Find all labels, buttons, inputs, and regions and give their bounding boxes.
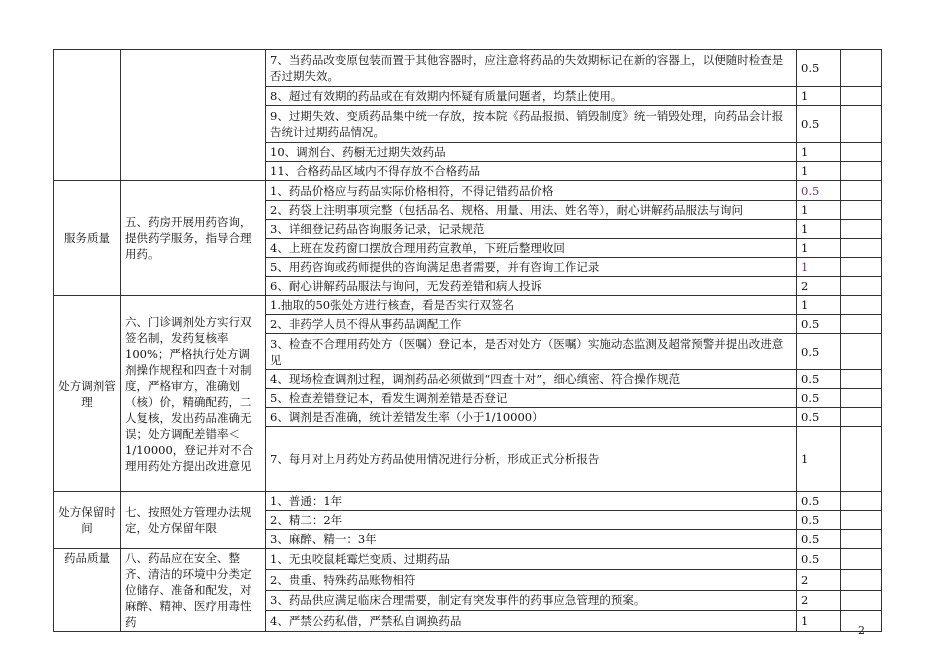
criteria-item: 6、调剂是否准确，统计差错发生率（小于1/10000） [266,408,797,427]
criteria-item: 6、耐心讲解药品服法与询问，无发药差错和病人投诉 [266,277,797,296]
blank-cell [841,162,882,181]
blank-cell [841,389,882,408]
category-cell: 处方保留时间 [54,492,121,549]
table-row: 2、贵重、特殊药品账物相符 2 [54,569,882,590]
standard-cell: 六、门诊调剂处方实行双签名制，发药复核率100%；严格执行处方调剂操作规程和四查十对制度，严格审方，准确划（核）价，精确配药，二人复核，发出药品准确无误；处方调配差错率＜1/10000，登记并对不合理用药处方提出改进意见 [121,296,266,492]
table-row: 4、上班在发药窗口摆放合理用药宣教单，下班后整理收回 1 [54,239,882,258]
category-cell [54,50,121,181]
criteria-item: 2、贵重、特殊药品账物相符 [266,569,797,590]
blank-cell [841,511,882,530]
category-cell: 处方调剂管理 [54,296,121,492]
criteria-item: 2、非药学人员不得从事药品调配工作 [266,315,797,334]
table-row: 3、药品供应满足临床合理需要，制定有突发事件的药事应急管理的预案。 2 [54,590,882,611]
criteria-item: 1、无虫咬鼠耗霉烂变质、过期药品 [266,549,797,570]
blank-cell [841,590,882,611]
criteria-item: 1、普通：1年 [266,492,797,511]
table-row: 7、当药品改变原包装而置于其他容器时，应注意将药品的失效期标记在新的容器上，以便随时检查是否过期失效。 0.5 [54,50,882,87]
table-row: 2、药袋上注明事项完整（包括品名、规格、用量、用法、姓名等），耐心讲解药品服法与询问 1 [54,201,882,220]
criteria-item: 5、检查差错登记本，看发生调剂差错是否登记 [266,389,797,408]
page-number: 2 [858,624,865,637]
blank-cell [841,492,882,511]
table-row: 3、详细登记药品咨询服务记录，记录规范 1 [54,220,882,239]
table-row: 11、合格药品区域内不得存放不合格药品 1 [54,162,882,181]
table-row: 6、调剂是否准确，统计差错发生率（小于1/10000） 0.5 [54,408,882,427]
criteria-item: 7、当药品改变原包装而置于其他容器时，应注意将药品的失效期标记在新的容器上，以便随时检查是否过期失效。 [266,50,797,87]
criteria-item: 4、现场检查调剂过程，调剂药品必须做到“四查十对”，细心缜密、符合操作规范 [266,370,797,389]
criteria-item: 3、检查不合理用药处方（医嘱）登记本，是否对处方（医嘱）实施动态监测及超常预警并提出改进意见 [266,334,797,370]
criteria-item: 1、药品价格应与药品实际价格相符，不得记错药品价格 [266,181,797,201]
blank-cell [841,50,882,87]
blank-cell [841,315,882,334]
blank-cell [841,334,882,370]
criteria-item: 11、合格药品区域内不得存放不合格药品 [266,162,797,181]
criteria-item: 4、严禁公药私借，严禁私自调换药品 [266,611,797,632]
blank-cell [841,239,882,258]
standard-cell: 五、药房开展用药咨询，提供药学服务，指导合理用药。 [121,181,266,296]
table-row: 4、严禁公药私借，严禁私自调换药品 1 [54,611,882,632]
blank-cell [841,181,882,201]
category-cell: 药品质量 [54,549,121,632]
standard-cell [121,50,266,181]
table-row: 5、检查差错登记本，看发生调剂差错是否登记 0.5 [54,389,882,408]
criteria-item: 1.抽取的50张处方进行核查，看是否实行双签名 [266,296,797,315]
blank-cell [841,296,882,315]
blank-cell [841,220,882,239]
criteria-item: 10、调剂台、药橱无过期失效药品 [266,143,797,162]
criteria-item: 3、药品供应满足临床合理需要，制定有突发事件的药事应急管理的预案。 [266,590,797,611]
blank-cell [841,143,882,162]
table-row: 3、麻醉、精一：3年 0.5 [54,530,882,549]
table-row: 8、超过有效期的药品或在有效期内怀疑有质量问题者，均禁止使用。 1 [54,87,882,106]
criteria-item: 5、用药咨询或药师提供的咨询满足患者需要，并有咨询工作记录 [266,258,797,277]
blank-cell [841,408,882,427]
criteria-item: 9、过期失效、变质药品集中统一存放，按本院《药品报损、销毁制度》统一销毁处理，向药品会计报告统计过期药品情况。 [266,106,797,143]
blank-cell [841,549,882,570]
evaluation-table [53,49,882,632]
blank-cell [841,569,882,590]
criteria-item: 3、麻醉、精一：3年 [266,530,797,549]
blank-cell [841,258,882,277]
criteria-item: 4、上班在发药窗口摆放合理用药宣教单，下班后整理收回 [266,239,797,258]
table-row: 10、调剂台、药橱无过期失效药品 1 [54,143,882,162]
standard-cell: 八、药品应在安全、整齐、清洁的环境中分类定位储存、准备和配发，对麻醉、精神、医疗用毒性药 [121,549,266,632]
table-row: 3、检查不合理用药处方（医嘱）登记本，是否对处方（医嘱）实施动态监测及超常预警并提出改进意见 0.5 [54,334,882,370]
table-row: 药品质量 八、药品应在安全、整齐、清洁的环境中分类定位储存、准备和配发，对麻醉、精神、医疗用毒性药 1、无虫咬鼠耗霉烂变质、过期药品 0.5 [54,549,882,570]
table-row: 4、现场检查调剂过程，调剂药品必须做到“四查十对”，细心缜密、符合操作规范 0.5 [54,370,882,389]
blank-cell [841,370,882,389]
blank-cell [841,277,882,296]
blank-cell [841,427,882,492]
standard-cell: 七、按照处方管理办法规定，处方保留年限 [121,492,266,549]
category-cell: 服务质量 [54,181,121,296]
criteria-item: 7、每月对上月药处方药品使用情况进行分析，形成正式分析报告 [266,427,797,492]
table-row: 2、精二：2年 0.5 [54,511,882,530]
blank-cell [841,201,882,220]
criteria-item: 3、详细登记药品咨询服务记录，记录规范 [266,220,797,239]
criteria-item: 2、精二：2年 [266,511,797,530]
table-row: 9、过期失效、变质药品集中统一存放，按本院《药品报损、销毁制度》统一销毁处理，向药品会计报告统计过期药品情况。 0.5 [54,106,882,143]
table-row: 服务质量 五、药房开展用药咨询，提供药学服务，指导合理用药。 1、药品价格应与药品实际价格相符，不得记错药品价格 0.5 [54,181,882,201]
blank-cell [841,530,882,549]
table-row: 处方调剂管理 六、门诊调剂处方实行双签名制，发药复核率100%；严格执行处方调剂操作规程和四查十对制度，严格审方，准确划（核）价，精确配药，二人复核，发出药品准确无误；处方调配差错率＜1/10000，登记并对不合理用药处方提出改进意见 1.抽取的50张处方进行核查，看是否实行双签名 1 [54,296,882,315]
table-row: 7、每月对上月药处方药品使用情况进行分析，形成正式分析报告 1 [54,427,882,492]
table-row: 2、非药学人员不得从事药品调配工作 0.5 [54,315,882,334]
blank-cell [841,87,882,106]
blank-cell [841,106,882,143]
criteria-item: 2、药袋上注明事项完整（包括品名、规格、用量、用法、姓名等），耐心讲解药品服法与询问 [266,201,797,220]
table-row: 6、耐心讲解药品服法与询问，无发药差错和病人投诉 2 [54,277,882,296]
table-row: 处方保留时间 七、按照处方管理办法规定，处方保留年限 1、普通：1年 0.5 [54,492,882,511]
criteria-item: 8、超过有效期的药品或在有效期内怀疑有质量问题者，均禁止使用。 [266,87,797,106]
table-row: 5、用药咨询或药师提供的咨询满足患者需要，并有咨询工作记录 1 [54,258,882,277]
